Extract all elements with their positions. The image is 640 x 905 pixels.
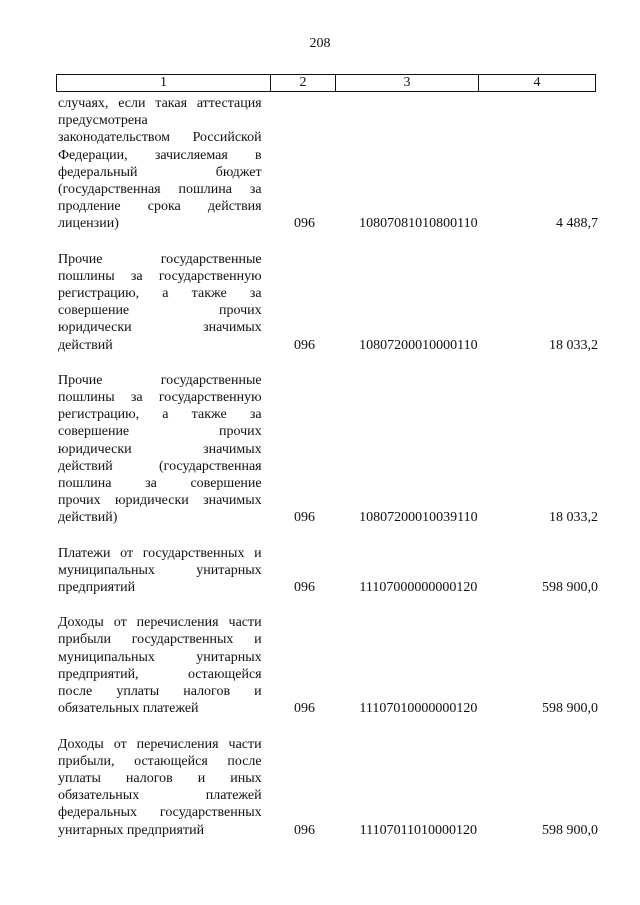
- table-header: [56, 74, 596, 92]
- row-amount: 598 900,0: [542, 701, 598, 717]
- description-line: пошлина за совершение: [58, 476, 262, 492]
- description-line: (государственная пошлина за: [58, 182, 262, 198]
- row-admin-code: 096: [294, 580, 316, 596]
- row-description: [58, 736, 262, 839]
- description-line: прочих юридически значимых: [58, 493, 262, 509]
- description-line: совершение прочих: [58, 424, 262, 440]
- description-line: юридически значимых: [58, 320, 262, 336]
- description-line: унитарных предприятий: [58, 822, 205, 838]
- description-line: после уплаты налогов и: [58, 684, 262, 700]
- description-line: прибыли государственных и: [58, 632, 262, 648]
- description-line: Доходы от перечисления части: [58, 736, 262, 752]
- row-kbk-code: 10807081010800110: [359, 216, 478, 232]
- description-line: обязательных платежей: [58, 788, 262, 804]
- table-row: [58, 372, 598, 527]
- description-line: предусмотрена: [58, 113, 148, 129]
- row-description: [58, 251, 262, 354]
- description-line: предприятий: [58, 580, 136, 596]
- table-row: [58, 545, 598, 597]
- description-line: пошлины за государственную: [58, 390, 262, 406]
- row-amount: 4 488,7: [556, 216, 598, 232]
- row-amount: 18 033,2: [549, 337, 598, 353]
- row-kbk-code: 10807200010000110: [359, 337, 478, 353]
- header-col-2: 2: [271, 75, 336, 91]
- description-line: продление срока действия: [58, 199, 262, 215]
- header-col-3: 3: [336, 75, 479, 91]
- description-line: Платежи от государственных и: [58, 545, 262, 561]
- row-amount: 598 900,0: [542, 580, 598, 596]
- row-admin-code: 096: [294, 337, 316, 353]
- row-kbk-code: 11107000000000120: [359, 580, 478, 596]
- description-line: федеральных государственных: [58, 805, 262, 821]
- row-amount: 18 033,2: [549, 510, 598, 526]
- row-kbk-code: 11107011010000120: [359, 822, 478, 838]
- description-line: предприятий, остающейся: [58, 666, 262, 682]
- row-admin-code: 096: [294, 701, 316, 717]
- description-line: обязательных платежей: [58, 701, 199, 717]
- header-col-4: 4: [533, 75, 541, 90]
- row-kbk-code: 11107010000000120: [359, 701, 478, 717]
- description-line: Федерации, зачисляемая в: [58, 147, 262, 163]
- description-line: муниципальных унитарных: [58, 562, 262, 578]
- row-description: [58, 95, 262, 233]
- header-col-1: 1: [57, 75, 271, 91]
- description-line: совершение прочих: [58, 303, 262, 319]
- table-body: [58, 95, 598, 857]
- table-row: [58, 614, 598, 717]
- description-line: уплаты налогов и иных: [58, 770, 262, 786]
- table-row: [58, 95, 598, 233]
- page-number: 208: [309, 36, 331, 51]
- description-line: действий (государственная: [58, 458, 262, 474]
- description-line: пошлины за государственную: [58, 268, 262, 284]
- description-line: регистрацию, а также за: [58, 407, 262, 423]
- description-line: юридически значимых: [58, 441, 262, 457]
- description-line: федеральный бюджет: [58, 164, 262, 180]
- row-description: [58, 545, 262, 597]
- row-description: [58, 614, 262, 717]
- description-line: лицензии): [58, 216, 119, 232]
- description-line: регистрацию, а также за: [58, 286, 262, 302]
- table-row: [58, 251, 598, 354]
- row-admin-code: 096: [294, 510, 316, 526]
- description-line: законодательством Российской: [58, 130, 262, 146]
- row-description: [58, 372, 262, 527]
- description-line: Прочие государственные: [58, 251, 262, 267]
- table-row: [58, 736, 598, 839]
- description-line: случаях, если такая аттестация: [58, 96, 262, 111]
- description-line: действий: [58, 337, 113, 353]
- description-line: действий): [58, 510, 118, 526]
- row-kbk-code: 10807200010039110: [359, 510, 478, 526]
- row-admin-code: 096: [294, 822, 316, 838]
- description-line: Прочие государственные: [58, 372, 262, 388]
- description-line: Доходы от перечисления части: [58, 615, 262, 631]
- description-line: прибыли, остающейся после: [58, 753, 262, 769]
- row-admin-code: 096: [294, 216, 316, 232]
- description-line: муниципальных унитарных: [58, 649, 262, 665]
- row-amount: 598 900,0: [542, 822, 598, 838]
